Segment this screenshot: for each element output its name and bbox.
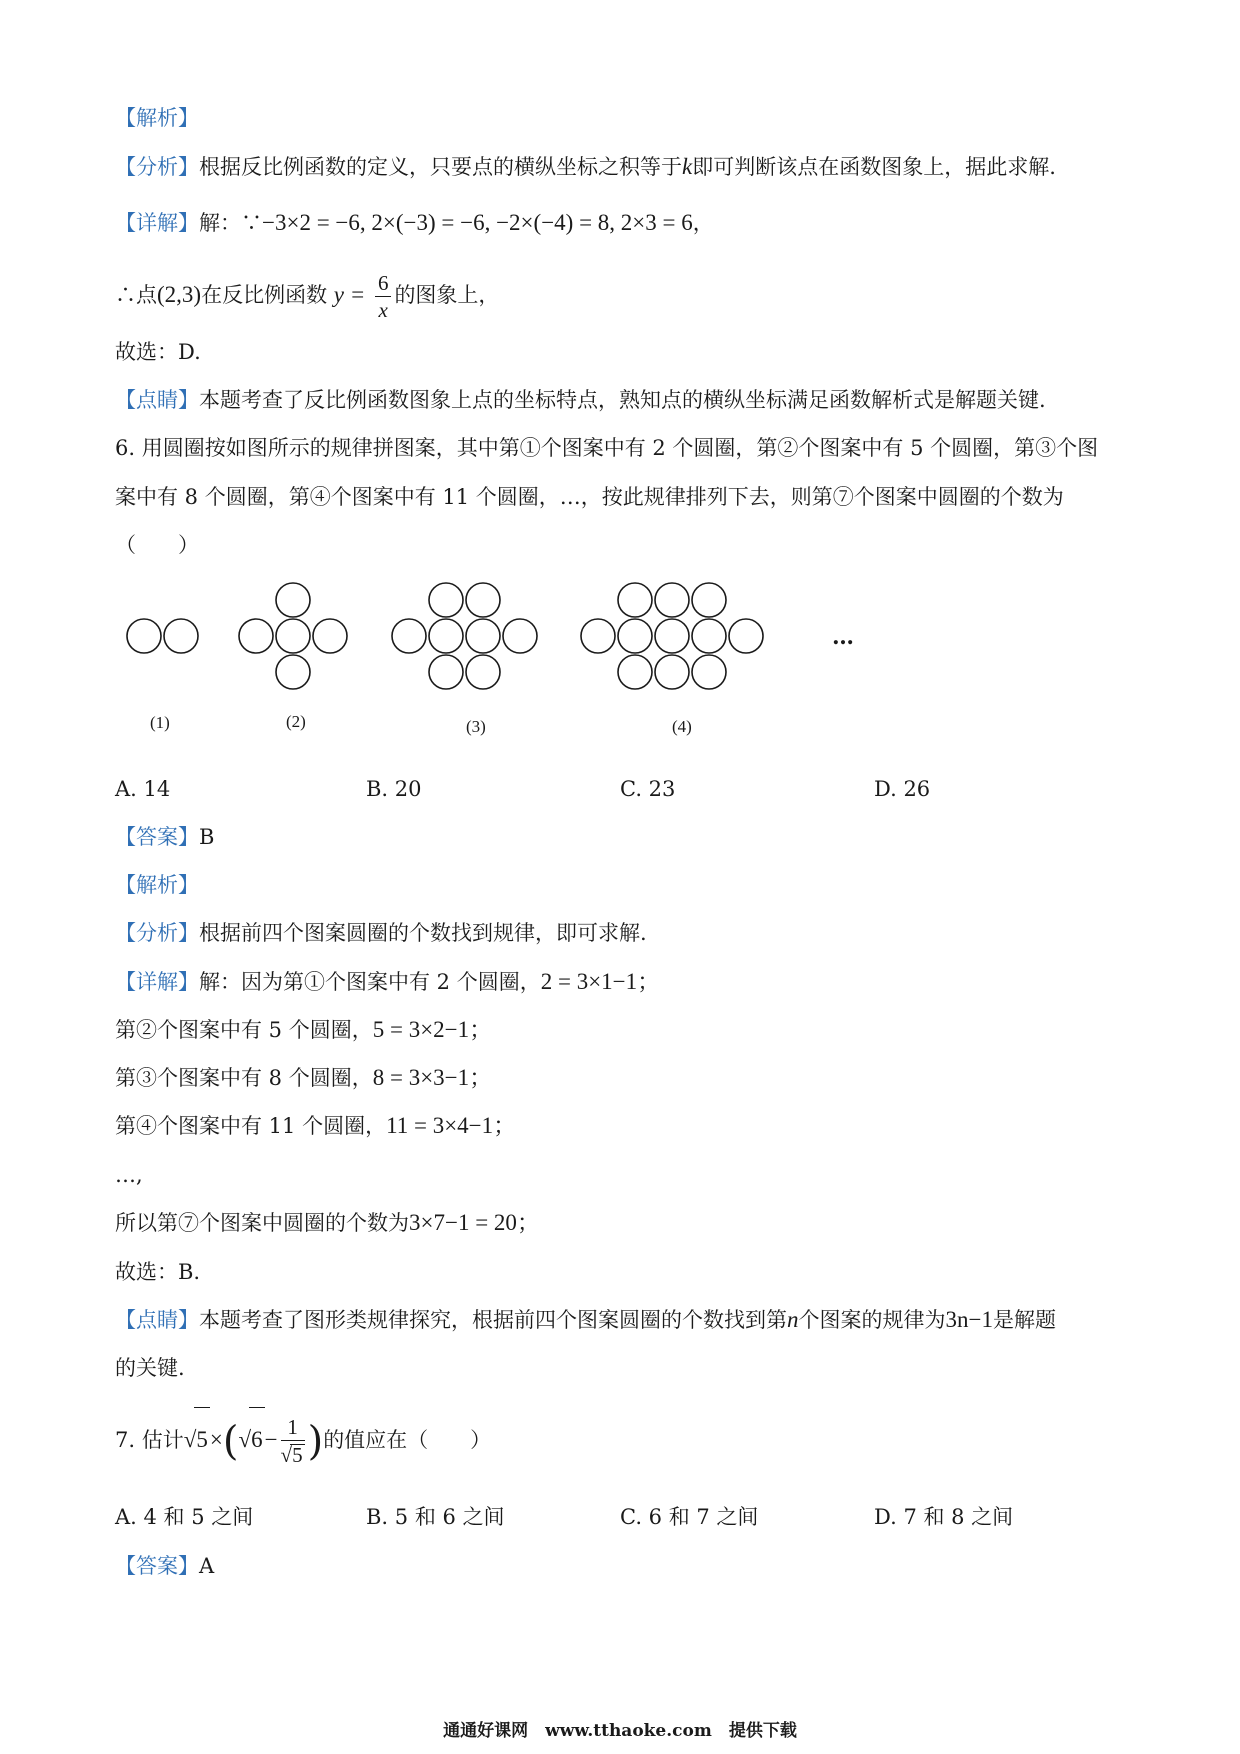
q7-sqrt5-radicand: 5 [194,1407,210,1472]
q5-frac-num: 6 [375,273,392,297]
q7-option-c: C. 6 和 7 之间 [620,1505,759,1529]
circle [618,583,652,617]
q6-dianjing-a: 本题考查了图形类规律探究，根据前四个图案圆圈的个数找到第 [199,1308,787,1332]
q7-frac-num: 1 [281,1417,305,1441]
q7-minus: − [264,1427,278,1452]
circle [618,655,652,689]
q6-line-2 [115,1015,492,1045]
q5-y-eq: y = [333,282,366,307]
q6-xiangjie-line1 [115,967,660,997]
circle [692,655,726,689]
q7-fraction [281,1417,305,1466]
q7-sqrt5: √5 [184,1427,210,1452]
circle [276,619,310,653]
circle [429,655,463,689]
q5-xiangjie-math: −3×2 = −6, 2×(−3) = −6, −2×(−4) = 8, 2×3 = 6 [262,210,693,235]
q5-text-c: 的图象上， [394,283,500,307]
q5-dianjing-text: 本题考查了反比例函数图象上点的坐标特点，熟知点的横纵坐标满足函数解析式是解题关键. [199,388,1046,412]
circle [276,655,310,689]
q7-frac-den-radicand: 5 [292,1443,303,1467]
circle [466,583,500,617]
figure-label-4: (4) [672,717,692,736]
fenxi-tag: 【分析】 [115,155,199,179]
figure-label-3: (3) [466,717,486,736]
q5-choice: 故选：D. [115,340,201,364]
q6-option-b: B. 20 [366,777,422,801]
figure-label-2: (2) [286,712,306,731]
q6-option-d: D. 26 [874,777,931,801]
fenxi-tag: 【分析】 [115,921,199,945]
circle [466,619,500,653]
circle [655,655,689,689]
q6-line7-text: 所以第⑦个图案中圆圈的个数为 [115,1211,409,1235]
pattern-3 [392,583,537,689]
q7-option-b: B. 5 和 6 之间 [366,1505,505,1529]
q6-xiangjie-text1: 解：因为第①个图案中有 2 个圆圈， [199,970,541,994]
q6-figure [0,570,900,740]
q6-line-7 [115,1208,540,1238]
q7-frac-den: √5 [280,1443,303,1467]
jiexi-heading-q5: 【解析】 [115,106,199,130]
q5-xiangjie-line [115,208,714,238]
xiangjie-tag: 【详解】 [115,211,199,235]
q7-option-d: D. 7 和 8 之间 [874,1505,1014,1529]
circle [164,619,198,653]
q6-option-c: C. 23 [620,777,676,801]
q6-answer-line [115,822,214,852]
q7-option-a: A. 4 和 5 之间 [115,1505,254,1529]
q5-fraction [375,270,392,322]
q6-choice: 故选：B. [115,1260,201,1284]
q7-stem [115,1407,491,1472]
q6-fenxi-text: 根据前四个图案圆圈的个数找到规律，即可求解. [199,921,647,945]
pattern-4 [581,583,763,689]
q6-dianjing-line2: 的关键. [115,1356,185,1380]
q6-dianjing-c: 是解题 [992,1308,1056,1332]
q6-line2-math: 5 = 3×2−1； [372,1017,493,1042]
q6-xiangjie-math1: 2 = 3×1−1； [540,969,661,994]
circle [429,619,463,653]
q7-answer-line [115,1551,214,1581]
q6-line2-text: 第②个图案中有 5 个圆圈， [115,1018,373,1042]
circle [618,619,652,653]
q5-point: (2,3) [157,282,202,307]
q6-line4-text: 第④个图案中有 11 个圆圈， [115,1114,387,1138]
q5-dianjing-line [115,385,1046,415]
circle [429,583,463,617]
q7-rparen: ) [307,1418,324,1465]
circle [276,583,310,617]
circle [239,619,273,653]
q6-dots: …, [115,1163,143,1187]
q7-stem-b: 的值应在（ ） [323,1428,492,1452]
q5-fenxi-text-a: 根据反比例函数的定义，只要点的横纵坐标之积等于 [199,155,682,179]
page-footer: 通通好课网 www.tthaoke.com 提供下载 [443,1721,797,1741]
circle [692,619,726,653]
q6-fenxi-line [115,918,647,948]
q6-line7-math: 3×7−1 = 20； [409,1210,540,1235]
jiexi-heading-q6: 【解析】 [115,873,199,897]
q6-dianjing-line1 [115,1305,1056,1335]
q6-dianjing-b: 个图案的规律为 [798,1308,946,1332]
q7-times: × [209,1427,223,1452]
q5-fenxi-line [115,152,1056,182]
q6-stem-line1: 6. 用圆圈按如图所示的规律拼图案，其中第①个图案中有 2 个圆圈，第②个图案中有 5 个圆圈，第③个图 [115,436,1099,460]
q6-option-a: A. 14 [115,777,171,801]
q5-conclusion-line [115,265,499,325]
q6-line3-math: 8 = 3×3−1； [372,1065,493,1090]
circle [466,655,500,689]
q6-line4-math: 11 = 3×4−1； [386,1113,517,1138]
q5-xiangjie-prefix: 解：∵ [199,211,262,235]
daan-tag: 【答案】 [115,1554,199,1578]
q6-dianjing-n: n [787,1307,799,1332]
daan-tag: 【答案】 [115,825,199,849]
q6-line-3 [115,1063,492,1093]
circle [655,619,689,653]
q6-answer: B [199,825,215,849]
circle [655,583,689,617]
q6-line-4 [115,1111,516,1141]
circle [729,619,763,653]
q7-sqrt6: √6 [238,1427,264,1452]
q7-stem-a: 7. 估计 [115,1428,184,1452]
q6-dianjing-math: 3n−1 [945,1307,993,1332]
pattern-2 [239,583,347,689]
pattern-1 [127,619,198,653]
q7-answer: A [199,1554,215,1578]
circle [692,583,726,617]
xiangjie-tag: 【详解】 [115,970,199,994]
q5-fenxi-k: k [682,154,693,179]
circle [127,619,161,653]
q7-lparen: ( [222,1418,239,1465]
circle [392,619,426,653]
q5-text-b: 在反比例函数 [201,283,328,307]
circle [503,619,537,653]
q6-line3-text: 第③个图案中有 8 个圆圈， [115,1066,373,1090]
q5-frac-den: x [378,297,388,322]
figure-label-1: (1) [150,713,170,732]
figure-ellipsis: … [832,624,854,650]
q6-stem-line2: 案中有 8 个圆圈，第④个图案中有 11 个圆圈，…，按此规律排列下去，则第⑦个图案中圆圈的个数为 [115,485,1064,509]
dianjing-tag: 【点睛】 [115,388,199,412]
dianjing-tag: 【点睛】 [115,1308,199,1332]
q6-stem-line3: （ ） [115,533,199,557]
circle [581,619,615,653]
q5-therefore: ∴点 [115,283,157,307]
circle [313,619,347,653]
q7-sqrt6-radicand: 6 [249,1407,265,1472]
q5-fenxi-text-b: 即可判断该点在函数图象上，据此求解. [692,155,1056,179]
q5-xiangjie-suffix: ， [692,211,714,235]
